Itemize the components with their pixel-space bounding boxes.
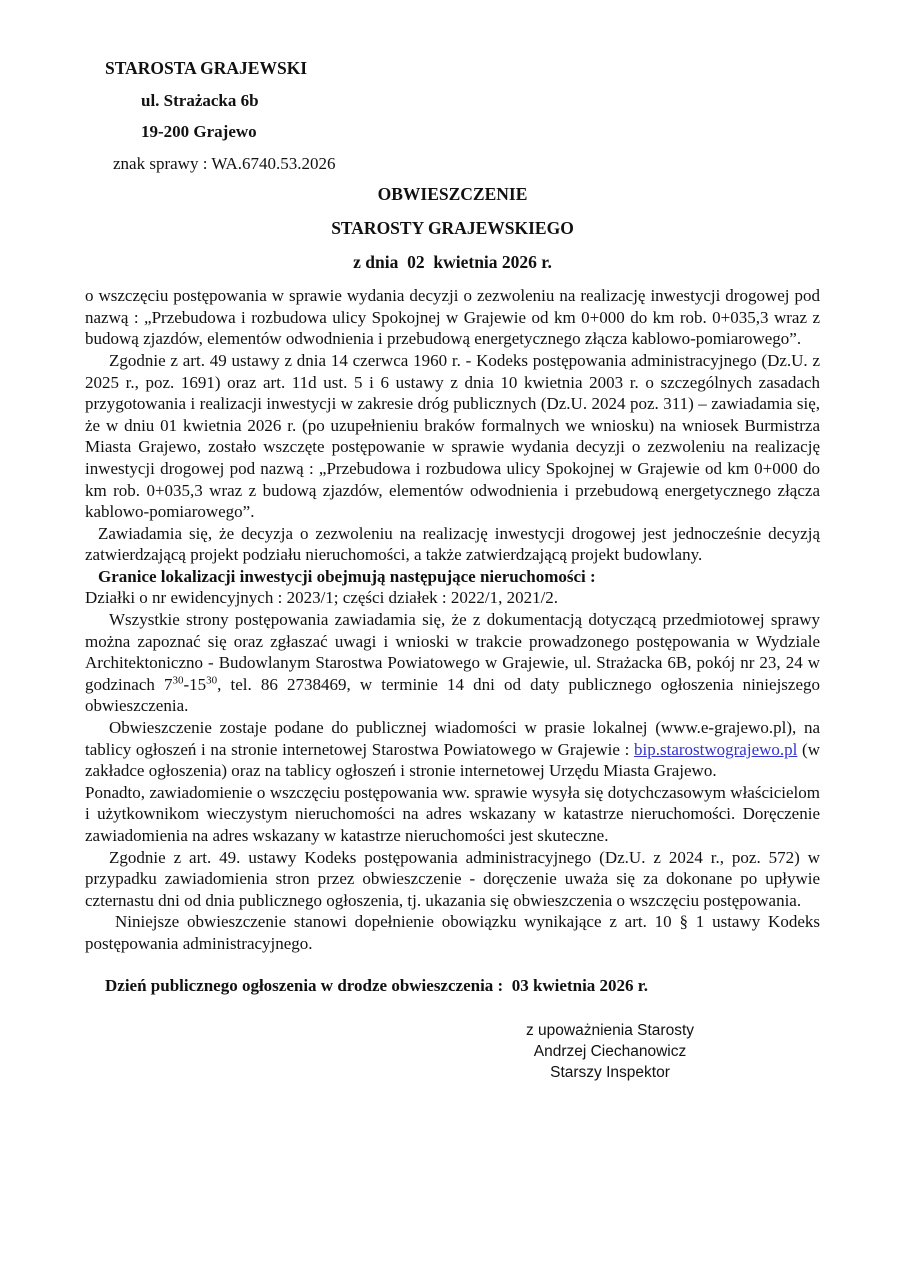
signature-position: Starszy Inspektor [550,1064,670,1082]
signature-authorization: z upoważnienia Starosty [525,1022,694,1040]
paragraph-final-obligation: Niniejsze obwieszczenie stanowi dopełnienie obowiązku wynikające z art. 10 § 1 ustawy Kodeks postępowania administracyjnego. [85,912,820,953]
public-announcement-date: Dzień publicznego ogłoszenia w drodze obwieszczenia : 03 kwietnia 2026 r. [105,975,649,995]
title-date-line: z dnia 02 kwietnia 2026 r. [353,251,552,272]
document-body [85,285,820,996]
paragraph-legal-basis: Zgodnie z art. 49 ustawy z dnia 14 czerwca 1960 r. - Kodeks postępowania administracyjnego (Dz.U. z 2025 r., poz. 1691) oraz art. 11d ust. 5 i 6 ustawy z dnia 10 kwietnia 2003 r. o szczególnych zasadach przygotowania i realizacji inwestycji w zakresie dróg publicznych (Dz.U. 2024 poz. 311) – zawiadamia się, że w dniu 01 kwietnia 2026 r. (po uzupełnieniu braków formalnych we wniosku) na wniosek Burmistrza Miasta Grajewo, zostało wszczęte postępowanie w sprawie wydania decyzji o zezwoleniu na realizację inwestycji drogowej pod nazwą : „Przebudowa i rozbudowa ulicy Spokojnej w Grajewie od km 0+000 do km rob. 0+035,3 wraz z budową zjazdów, elementów odwodnienia i przebudową energetycznego złącza kablowo-pomiarowego”. [85,350,820,522]
sender-block [85,58,820,174]
publication-text-after: (w zakładce ogłoszenia) oraz na tablicy ogłoszeń i stronie internetowej Urzędu Miasta Grajewo. [85,739,820,781]
paragraph-decision-scope: Zawiadamia się, że decyzja o zezwoleniu na realizację inwestycji drogowej jest jednocześnie decyzją zatwierdzającą projekt podziału nieruchomości, a także zatwierdzającą projekt budowlany. [85,523,820,565]
bip-website-link[interactable]: bip.starostwograjewo.pl [634,739,798,759]
office-info-text-after: , tel. 86 2738469, w terminie 14 dni od daty publicznego ogłoszenia niniejszego obwieszczenia. [85,674,820,716]
title-line-2: STAROSTY GRAJEWSKIEGO [331,217,574,238]
office-hours-superscript-close: 30 [206,674,218,687]
authority-street: ul. Strażacka 6b [141,90,259,110]
paragraph-notification-delivery: Ponadto, zawiadomienie o wszczęciu postępowania ww. sprawie wysyła się dotychczasowym właścicielom i użytkownikom wieczystym nieruchomości na adres wskazany w katastrze nieruchomości. Doręczenie zawiadomienia na adres wskazany w katastrze nieruchomości jest skuteczne. [85,782,820,845]
office-hours-superscript-open: 30 [172,674,184,687]
title-line-1: OBWIESZCZENIE [377,184,528,205]
office-hours-separator: -15 [183,674,207,694]
paragraph-boundaries-heading: Granice lokalizacji inwestycji obejmują następujące nieruchomości : [98,566,596,586]
signature-name: Andrzej Ciechanowicz [533,1043,687,1061]
document-title-block [85,184,820,273]
authority-name: STAROSTA GRAJEWSKI [105,58,308,78]
paragraph-office-info [85,609,820,717]
case-reference: znak sprawy : WA.6740.53.2026 [113,153,336,173]
publication-text-before: Obwieszczenie zostaje podane do publicznej wiadomości w prasie lokalnej (www.e-grajewo.pl), na tablicy ogłoszeń i na stronie internetowej Starostwa Powiatowego w Grajewie : [85,718,820,759]
paragraph-publication-channels [85,717,820,782]
paragraph-intro: o wszczęciu postępowania w sprawie wydania decyzji o zezwoleniu na realizację inwestycji drogowej pod nazwą : „Przebudowa i rozbudowa ulicy Spokojnej w Grajewie od km 0+000 do km rob. 0+035,3 wraz z budową zjazdów, elementów odwodnienia i przebudową energetycznego złącza kablowo-pomiarowego”. [85,286,820,349]
paragraph-parcel-numbers: Działki o nr ewidencyjnych : 2023/1; części działek : 2022/1, 2021/2. [85,588,559,608]
signature-block [460,1020,760,1083]
office-info-text: Wszystkie strony postępowania zawiadamia się, że z dokumentacją dotyczącą przedmiotowej sprawy można zapoznać się oraz zgłaszać uwagi i wnioski w trakcie prowadzonego postępowania w Wydziale Architektoniczno - Budowlanym Starostwa Powiatowego w Grajewie, ul. Strażacka 6B, pokój nr 23, 24 w godzinach 7 [85,610,820,694]
authority-city: 19-200 Grajewo [141,122,257,142]
paragraph-legal-deemed-delivery: Zgodnie z art. 49. ustawy Kodeks postępowania administracyjnego (Dz.U. z 2024 r., poz. 572) w przypadku zawiadomienia stron przez obwieszczenie - doręczenie uważa się za dokonane po upływie czternastu dni od dnia publicznego ogłoszenia, tj. ukazania się obwieszczenia o wszczęciu postępowania. [85,847,820,910]
